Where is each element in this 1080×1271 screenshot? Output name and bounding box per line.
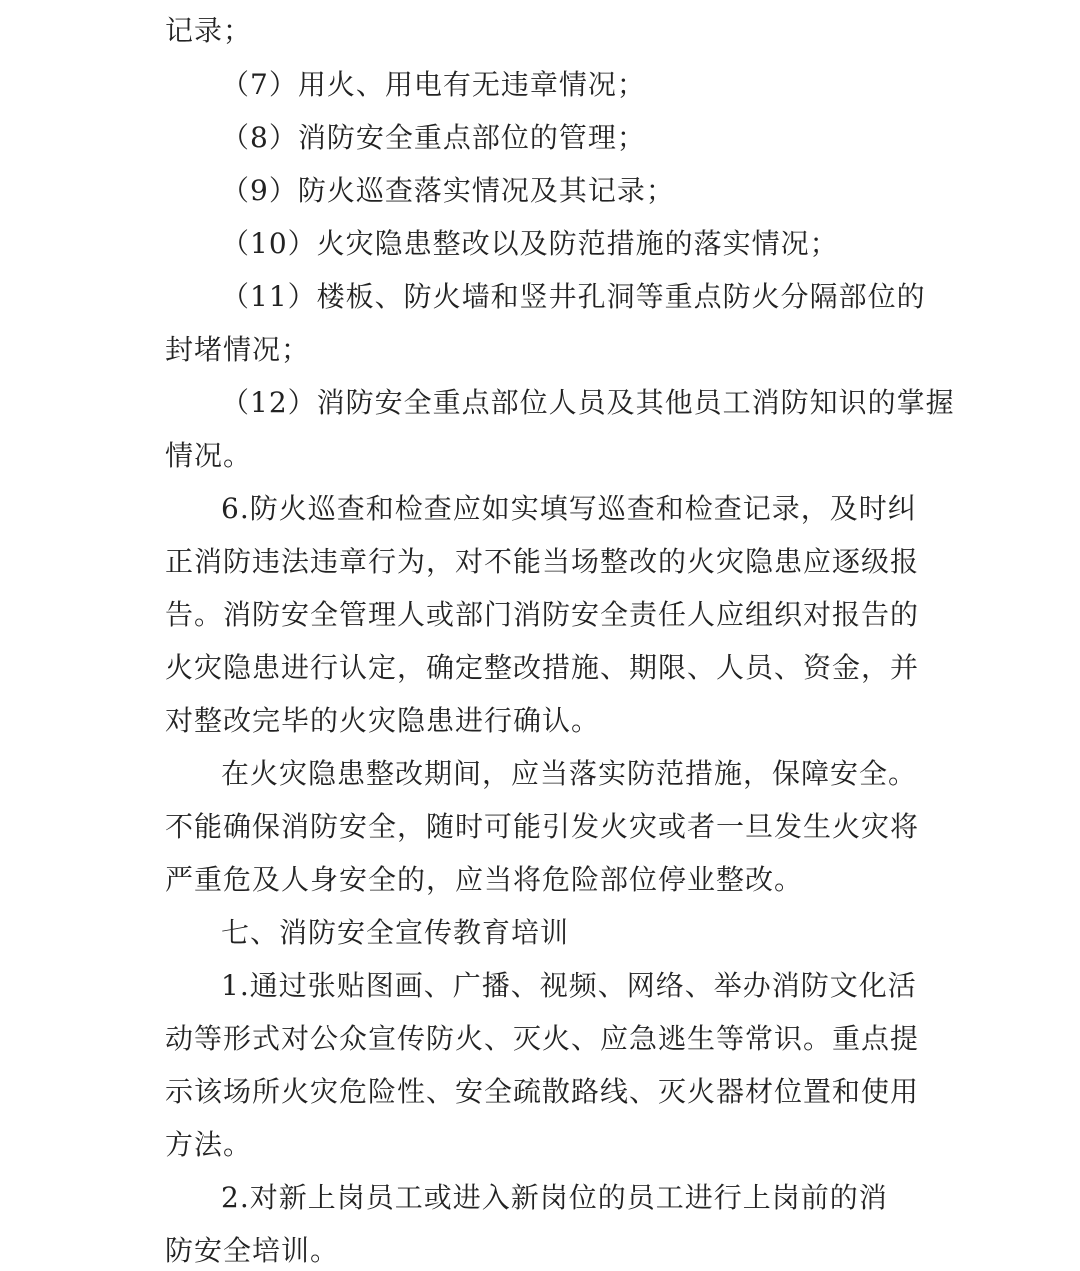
list-item-10: （10）火灾隐患整改以及防范措施的落实情况； <box>221 227 839 260</box>
text-line: 封堵情况； <box>165 333 311 366</box>
text-line: 正消防违法违章行为，对不能当场整改的火灾隐患应逐级报 <box>165 545 920 578</box>
paragraph-2: 2.对新上岗员工或进入新岗位的员工进行上岗前的消 <box>221 1181 888 1214</box>
text-line: 不能确保消防安全，随时可能引发火灾或者一旦发生火灾将 <box>165 810 920 843</box>
list-item-12: （12）消防安全重点部位人员及其他员工消防知识的掌握 <box>221 386 955 419</box>
paragraph-rectification: 在火灾隐患整改期间，应当落实防范措施，保障安全。 <box>221 757 918 790</box>
paragraph-1: 1.通过张贴图画、广播、视频、网络、举办消防文化活 <box>221 969 917 1002</box>
text-line: 对整改完毕的火灾隐患进行确认。 <box>165 704 601 737</box>
text-line: 火灾隐患进行认定，确定整改措施、期限、人员、资金，并 <box>165 651 920 684</box>
text-line: 方法。 <box>165 1128 253 1161</box>
text-line: 防安全培训。 <box>165 1234 340 1267</box>
list-item-8: （8）消防安全重点部位的管理； <box>221 121 646 154</box>
list-item-9: （9）防火巡查落实情况及其记录； <box>221 174 675 207</box>
text-line: 动等形式对公众宣传防火、灭火、应急逃生等常识。重点提 <box>165 1022 920 1055</box>
text-line: 示该场所火灾危险性、安全疏散路线、灭火器材位置和使用 <box>165 1075 920 1108</box>
list-item-7: （7）用火、用电有无违章情况； <box>221 68 646 101</box>
text-line: 记录； <box>165 14 253 47</box>
paragraph-6: 6.防火巡查和检查应如实填写巡查和检查记录，及时纠 <box>221 492 917 525</box>
section-heading: 七、消防安全宣传教育培训 <box>221 916 570 949</box>
text-line: 告。消防安全管理人或部门消防安全责任人应组织对报告的 <box>165 598 920 631</box>
text-line: 严重危及人身安全的，应当将危险部位停业整改。 <box>165 863 804 896</box>
list-item-11: （11）楼板、防火墙和竖井孔洞等重点防火分隔部位的 <box>221 280 926 313</box>
text-line: 情况。 <box>165 439 253 472</box>
